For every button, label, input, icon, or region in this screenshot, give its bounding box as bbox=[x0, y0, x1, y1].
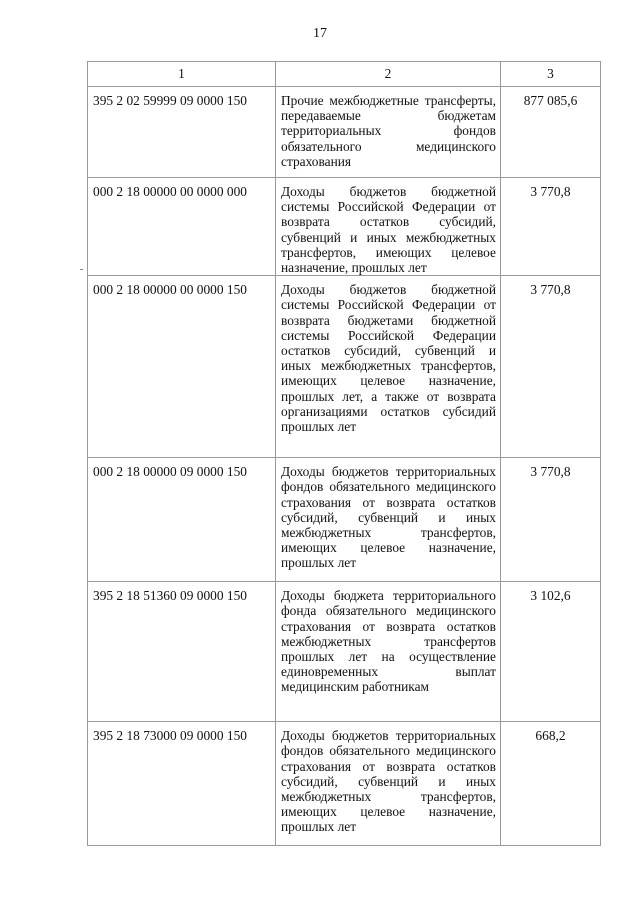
row-code: 395 2 02 59999 09 0000 150 bbox=[88, 87, 276, 178]
page-number: 17 bbox=[313, 26, 327, 41]
row-amount: 3 770,8 bbox=[501, 178, 601, 276]
row-code: 000 2 18 00000 00 0000 000 bbox=[88, 178, 276, 276]
row-code: 000 2 18 00000 00 0000 150 bbox=[88, 276, 276, 458]
table-row bbox=[88, 722, 601, 846]
header-cell-amount: 3 bbox=[501, 62, 601, 87]
row-amount: 3 102,6 bbox=[501, 582, 601, 722]
row-code: 395 2 18 73000 09 0000 150 bbox=[88, 722, 276, 846]
table-row bbox=[88, 458, 601, 582]
header-row bbox=[88, 62, 601, 87]
row-amount: 3 770,8 bbox=[501, 276, 601, 458]
table-row bbox=[88, 178, 601, 276]
row-amount: 668,2 bbox=[501, 722, 601, 846]
row-description: Доходы бюджетов территориальных фондов обязательного медицинского страхования от возврата остатков субсидий, субвенций и иных межбюджетных трансфертов, имеющих целевое назначение, прошлых лет bbox=[276, 722, 501, 846]
budget-table bbox=[87, 61, 601, 846]
table-row bbox=[88, 276, 601, 458]
margin-mark bbox=[80, 269, 83, 270]
row-description: Доходы бюджетов бюджетной системы Российской Федерации от возврата остатков субсидий, субвенций и иных межбюджетных трансфертов, имеющих целевое назначение, прошлых лет bbox=[276, 178, 501, 276]
table-header bbox=[88, 62, 601, 87]
row-description: Прочие межбюджетные трансферты, передаваемые бюджетам территориальных фондов обязательного медицинского страхования bbox=[276, 87, 501, 178]
row-description: Доходы бюджета территориального фонда обязательного медицинского страхования от возврата остатков межбюджетных трансфертов прошлых лет на осуществление единовременных выплат медицинским работникам bbox=[276, 582, 501, 722]
row-amount: 877 085,6 bbox=[501, 87, 601, 178]
row-description: Доходы бюджетов бюджетной системы Российской Федерации от возврата бюджетами бюджетной системы Российской Федерации остатков субсидий, субвенций и иных межбюджетных трансфертов, имеющих целевое назначение, прошлых лет, а также от возврата организациями остатков субсидий прошлых лет bbox=[276, 276, 501, 458]
header-cell-description: 2 bbox=[276, 62, 501, 87]
row-code: 000 2 18 00000 09 0000 150 bbox=[88, 458, 276, 582]
row-amount: 3 770,8 bbox=[501, 458, 601, 582]
table-row bbox=[88, 87, 601, 178]
table-body bbox=[88, 87, 601, 846]
table-row bbox=[88, 582, 601, 722]
row-description: Доходы бюджетов территориальных фондов обязательного медицинского страхования от возврата остатков субсидий, субвенций и иных межбюджетных трансфертов, имеющих целевое назначение, прошлых лет bbox=[276, 458, 501, 582]
header-cell-code: 1 bbox=[88, 62, 276, 87]
row-code: 395 2 18 51360 09 0000 150 bbox=[88, 582, 276, 722]
